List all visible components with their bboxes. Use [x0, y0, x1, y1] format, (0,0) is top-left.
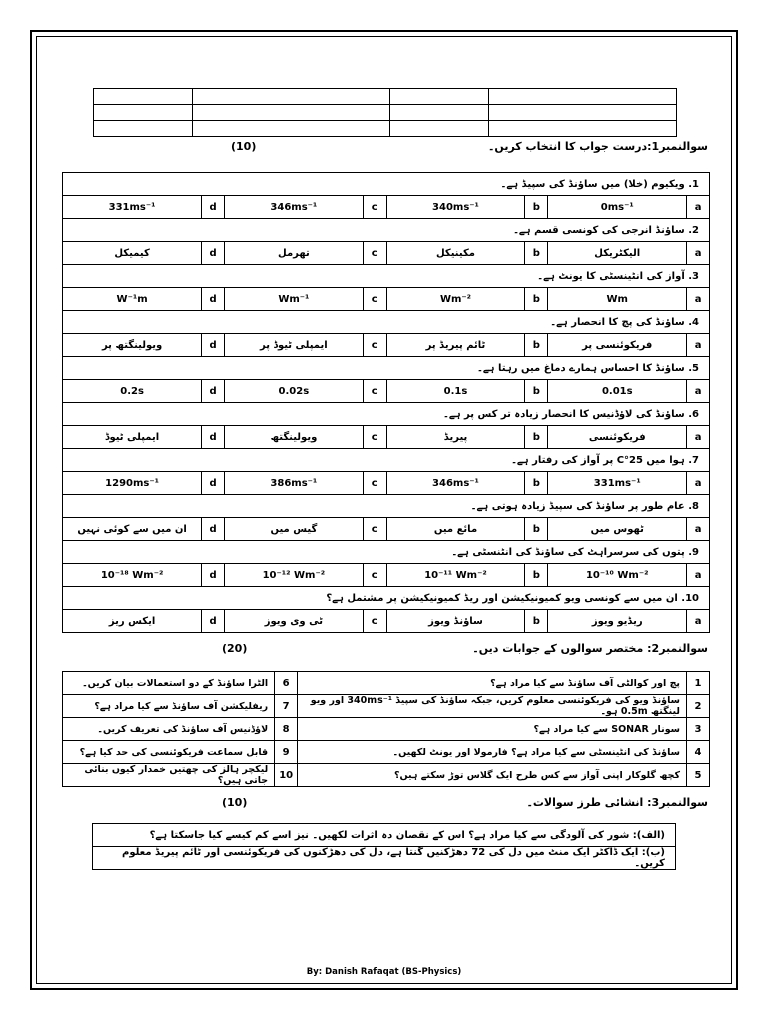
- mcq-question-row: [63, 173, 710, 196]
- long-question-row: [93, 847, 676, 870]
- option-letter-b: b: [525, 518, 548, 541]
- author-footer: By: Danish Rafaqat (BS-Physics): [306, 967, 462, 977]
- option-letter-b: b: [525, 242, 548, 265]
- header-row: [94, 89, 677, 105]
- mcq-options-row: [63, 334, 710, 357]
- short-question-number: 2: [687, 695, 710, 718]
- header-cell: [489, 121, 677, 137]
- option-c: گیس میں: [224, 518, 363, 541]
- header-cell: [390, 89, 489, 105]
- option-b: پیریڈ: [386, 426, 525, 449]
- option-c: 10⁻¹² Wm⁻²: [224, 564, 363, 587]
- option-c: ایمپلی ٹیوڈ پر: [224, 334, 363, 357]
- header-cell: [94, 105, 193, 121]
- option-b: 346ms⁻¹: [386, 472, 525, 495]
- option-a: فریکوئنسی: [548, 426, 687, 449]
- header-cell: [94, 121, 193, 137]
- mcq-question-text: 1. ویکیوم (خلا) میں ساؤنڈ کی سپیڈ ہے۔: [63, 173, 710, 196]
- option-c: تھرمل: [224, 242, 363, 265]
- option-letter-a: a: [687, 564, 710, 587]
- mcq-question-text: 3. آواز کی انٹینسٹی کا یونٹ ہے۔: [63, 265, 710, 288]
- mcq-question-text: 6. ساؤنڈ کی لاؤڈنیس کا انحصار زیادہ تر کس پر ہے۔: [63, 403, 710, 426]
- option-letter-c: c: [363, 242, 386, 265]
- option-b: Wm⁻²: [386, 288, 525, 311]
- option-letter-b: b: [525, 380, 548, 403]
- option-d: ایمپلی ٹیوڈ: [63, 426, 202, 449]
- short-question-number: 1: [687, 672, 710, 695]
- short-question-number: 3: [687, 718, 710, 741]
- header-cell: [193, 89, 390, 105]
- option-c: ٹی وی ویوز: [224, 610, 363, 633]
- option-letter-d: d: [202, 380, 225, 403]
- option-letter-a: a: [687, 472, 710, 495]
- section2-title: سوالنمبر2: مختصر سوالوں کے جوابات دیں۔: [472, 642, 708, 655]
- long-question-row: [93, 824, 676, 847]
- header-row: [94, 105, 677, 121]
- option-c: ویولینگتھ: [224, 426, 363, 449]
- option-letter-b: b: [525, 196, 548, 219]
- short-question-row: [63, 718, 710, 741]
- option-letter-a: a: [687, 518, 710, 541]
- section1-marks: (10): [231, 140, 257, 153]
- option-letter-c: c: [363, 518, 386, 541]
- option-d: 10⁻¹⁸ Wm⁻²: [63, 564, 202, 587]
- header-cell: [94, 89, 193, 105]
- option-b: 340ms⁻¹: [386, 196, 525, 219]
- option-c: 346ms⁻¹: [224, 196, 363, 219]
- option-letter-d: d: [202, 472, 225, 495]
- option-d: W⁻¹m: [63, 288, 202, 311]
- option-c: 0.02s: [224, 380, 363, 403]
- header-cell: [489, 89, 677, 105]
- option-a: 331ms⁻¹: [548, 472, 687, 495]
- option-letter-b: b: [525, 610, 548, 633]
- option-letter-b: b: [525, 426, 548, 449]
- short-question-number: 7: [275, 695, 298, 718]
- option-d: ایکس ریز: [63, 610, 202, 633]
- header-info-table: [93, 88, 677, 137]
- option-letter-a: a: [687, 288, 710, 311]
- option-letter-d: d: [202, 334, 225, 357]
- short-question-text: ساؤنڈ ویو کی فریکوئنسی معلوم کریں، جبکہ ساؤنڈ کی سپیڈ 340ms⁻¹ اور ویو لینگتھ 0.5m ہو۔: [298, 695, 687, 718]
- option-d: 0.2s: [63, 380, 202, 403]
- header-cell: [489, 105, 677, 121]
- option-letter-b: b: [525, 288, 548, 311]
- option-letter-a: a: [687, 242, 710, 265]
- option-letter-d: d: [202, 518, 225, 541]
- option-a: 10⁻¹⁰ Wm⁻²: [548, 564, 687, 587]
- option-a: فریکوئنسی پر: [548, 334, 687, 357]
- mcq-options-row: [63, 380, 710, 403]
- short-question-text: قابل سماعت فریکوئنسی کی حد کیا ہے؟: [63, 741, 275, 764]
- mcq-question-text: 2. ساؤنڈ انرجی کی کونسی قسم ہے۔: [63, 219, 710, 242]
- short-question-text: کچھ گلوکار اپنی آواز سے کس طرح ایک گلاس توڑ سکتے ہیں؟: [298, 764, 687, 787]
- header-row: [94, 121, 677, 137]
- short-question-row: [63, 695, 710, 718]
- short-question-text: ساؤنڈ کی انٹینسٹی سے کیا مراد ہے؟ فارمولا اور یونٹ لکھیں۔: [298, 741, 687, 764]
- short-question-row: [63, 672, 710, 695]
- option-d: ان میں سے کوئی نہیں: [63, 518, 202, 541]
- short-question-text: ریفلیکشن آف ساؤنڈ سے کیا مراد ہے؟: [63, 695, 275, 718]
- mcq-options-row: [63, 472, 710, 495]
- mcq-options-row: [63, 196, 710, 219]
- mcq-question-text: 5. ساؤنڈ کا احساس ہمارے دماغ میں رہتا ہے۔: [63, 357, 710, 380]
- option-letter-a: a: [687, 334, 710, 357]
- mcq-options-row: [63, 288, 710, 311]
- short-question-text: لیکچر ہالز کی چھتیں خمدار کیوں بنائی جاتی ہیں؟: [63, 764, 275, 787]
- mcq-options-row: [63, 242, 710, 265]
- option-b: 10⁻¹¹ Wm⁻²: [386, 564, 525, 587]
- short-question-row: [63, 741, 710, 764]
- mcq-question-row: [63, 449, 710, 472]
- option-letter-c: c: [363, 564, 386, 587]
- long-questions-table: [92, 823, 676, 870]
- short-question-number: 6: [275, 672, 298, 695]
- mcq-question-row: [63, 541, 710, 564]
- option-a: الیکٹریکل: [548, 242, 687, 265]
- short-question-text: سونار SONAR سے کیا مراد ہے؟: [298, 718, 687, 741]
- option-b: 0.1s: [386, 380, 525, 403]
- option-letter-c: c: [363, 288, 386, 311]
- option-c: 386ms⁻¹: [224, 472, 363, 495]
- option-d: کیمیکل: [63, 242, 202, 265]
- option-b: ٹائم پیریڈ پر: [386, 334, 525, 357]
- mcq-question-text: 9. پتوں کی سرسراہٹ کی ساؤنڈ کی انٹنسٹی ہے۔: [63, 541, 710, 564]
- mcq-options-row: [63, 564, 710, 587]
- option-a: ٹھوس میں: [548, 518, 687, 541]
- mcq-options-row: [63, 426, 710, 449]
- option-b: مکینیکل: [386, 242, 525, 265]
- option-a: Wm: [548, 288, 687, 311]
- mcq-options-row: [63, 518, 710, 541]
- short-question-number: 5: [687, 764, 710, 787]
- header-cell: [390, 105, 489, 121]
- short-question-number: 4: [687, 741, 710, 764]
- mcq-question-text: 4. ساؤنڈ کی پچ کا انحصار ہے۔: [63, 311, 710, 334]
- option-letter-b: b: [525, 472, 548, 495]
- option-letter-a: a: [687, 380, 710, 403]
- short-question-number: 9: [275, 741, 298, 764]
- option-a: 0.01s: [548, 380, 687, 403]
- mcq-question-row: [63, 357, 710, 380]
- short-question-row: [63, 764, 710, 787]
- mcq-table: [62, 172, 710, 633]
- option-letter-c: c: [363, 472, 386, 495]
- option-letter-d: d: [202, 196, 225, 219]
- header-cell: [193, 121, 390, 137]
- option-letter-a: a: [687, 610, 710, 633]
- mcq-question-text: 8. عام طور پر ساؤنڈ کی سپیڈ زیادہ ہوتی ہے۔: [63, 495, 710, 518]
- section3-title: سوالنمبر3: انشائی طرز سوالات۔: [526, 796, 708, 809]
- option-letter-a: a: [687, 426, 710, 449]
- option-c: Wm⁻¹: [224, 288, 363, 311]
- option-letter-b: b: [525, 564, 548, 587]
- option-a: 0ms⁻¹: [548, 196, 687, 219]
- mcq-options-row: [63, 610, 710, 633]
- short-question-number: 10: [275, 764, 298, 787]
- header-cell: [193, 105, 390, 121]
- option-letter-c: c: [363, 196, 386, 219]
- mcq-question-row: [63, 587, 710, 610]
- option-letter-d: d: [202, 288, 225, 311]
- option-letter-c: c: [363, 380, 386, 403]
- mcq-question-row: [63, 495, 710, 518]
- mcq-question-row: [63, 219, 710, 242]
- option-d: 331ms⁻¹: [63, 196, 202, 219]
- section1-title: سوالنمبر1:درست جواب کا انتخاب کریں۔: [487, 140, 708, 153]
- option-letter-c: c: [363, 610, 386, 633]
- short-questions-table: [62, 671, 710, 787]
- mcq-question-text: 7. ہوا میں 25°C پر آواز کی رفتار ہے۔: [63, 449, 710, 472]
- option-a: ریڈیو ویوز: [548, 610, 687, 633]
- header-cell: [390, 121, 489, 137]
- short-question-text: لاؤڈنیس آف ساؤنڈ کی تعریف کریں۔: [63, 718, 275, 741]
- option-letter-d: d: [202, 610, 225, 633]
- option-letter-c: c: [363, 426, 386, 449]
- option-d: ویولینگتھ پر: [63, 334, 202, 357]
- option-letter-c: c: [363, 334, 386, 357]
- option-letter-a: a: [687, 196, 710, 219]
- option-b: ساؤنڈ ویوز: [386, 610, 525, 633]
- long-question-a: (الف): شور کی آلودگی سے کیا مراد ہے؟ اس کے نقصان دہ اثرات لکھیں۔ نیز اسے کم کیسے کیا جاسکتا ہے؟: [93, 824, 676, 847]
- short-question-text: پچ اور کوالٹی آف ساؤنڈ سے کیا مراد ہے؟: [298, 672, 687, 695]
- option-letter-d: d: [202, 426, 225, 449]
- section3-marks: (10): [222, 796, 248, 809]
- mcq-question-row: [63, 403, 710, 426]
- option-b: مائع میں: [386, 518, 525, 541]
- short-question-number: 8: [275, 718, 298, 741]
- mcq-question-row: [63, 265, 710, 288]
- long-question-b: (ب): ایک ڈاکٹر ایک منٹ میں دل کی 72 دھڑکنیں گنتا ہے، دل کی دھڑکنوں کی فریکوئنسی اور ٹائم پیریڈ معلوم کریں۔: [93, 847, 676, 870]
- option-d: 1290ms⁻¹: [63, 472, 202, 495]
- mcq-question-row: [63, 311, 710, 334]
- option-letter-b: b: [525, 334, 548, 357]
- option-letter-d: d: [202, 242, 225, 265]
- short-question-text: الٹرا ساؤنڈ کے دو استعمالات بیان کریں۔: [63, 672, 275, 695]
- mcq-question-text: 10. ان میں سے کونسی ویو کمیونیکیشن اور ریڈ کمیونیکیشن پر مشتمل ہے؟: [63, 587, 710, 610]
- section2-marks: (20): [222, 642, 248, 655]
- option-letter-d: d: [202, 564, 225, 587]
